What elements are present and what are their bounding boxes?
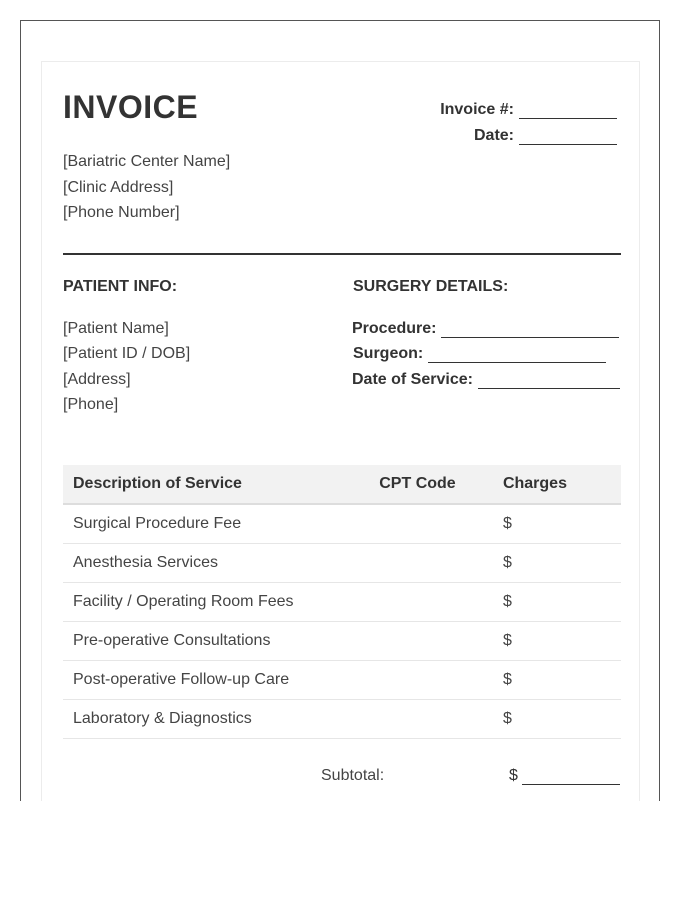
table-row [63, 504, 621, 544]
services-table [63, 465, 621, 739]
service-charge[interactable]: $ [493, 622, 621, 661]
surgery-details-heading: SURGERY DETAILS: [353, 278, 509, 295]
subtotal-label: Subtotal: [321, 767, 385, 784]
service-cpt-code[interactable] [369, 504, 493, 544]
patient-name: [Patient Name] [63, 320, 169, 337]
date-row [474, 127, 617, 145]
table-row [63, 700, 621, 739]
subtotal-field[interactable] [522, 768, 620, 785]
invoice-number-field[interactable] [519, 102, 617, 119]
surgeon-label: Surgeon: [353, 345, 424, 362]
service-cpt-code[interactable] [369, 700, 493, 739]
service-description: Surgical Procedure Fee [63, 504, 369, 544]
service-cpt-code[interactable] [369, 661, 493, 700]
date-label: Date: [473, 127, 514, 144]
surgeon-row [353, 345, 606, 363]
service-cpt-code[interactable] [369, 622, 493, 661]
header-divider [63, 253, 621, 255]
clinic-phone: [Phone Number] [63, 204, 180, 221]
service-cpt-code[interactable] [369, 544, 493, 583]
service-charge[interactable]: $ [493, 544, 621, 583]
procedure-field[interactable] [441, 321, 619, 338]
service-description: Facility / Operating Room Fees [63, 583, 369, 622]
patient-phone: [Phone] [63, 396, 119, 413]
column-header-charges: Charges [493, 465, 621, 504]
service-description: Laboratory & Diagnostics [63, 700, 369, 739]
service-cpt-code[interactable] [369, 583, 493, 622]
date-of-service-row [352, 371, 620, 389]
service-charge[interactable]: $ [493, 504, 621, 544]
invoice-number-label: Invoice #: [440, 101, 514, 118]
column-header-description: Description of Service [63, 465, 369, 504]
invoice-title: INVOICE [63, 89, 199, 125]
table-header-row [63, 465, 621, 504]
clinic-address: [Clinic Address] [63, 179, 174, 196]
date-of-service-field[interactable] [478, 372, 620, 389]
date-field[interactable] [519, 128, 617, 145]
patient-id-dob: [Patient ID / DOB] [63, 345, 191, 362]
service-charge[interactable]: $ [493, 661, 621, 700]
page-frame [20, 20, 660, 801]
invoice-number-row [440, 101, 617, 119]
table-row [63, 622, 621, 661]
subtotal-value [509, 767, 620, 785]
table-row [63, 583, 621, 622]
surgeon-field[interactable] [428, 346, 606, 363]
service-description: Post-operative Follow-up Care [63, 661, 369, 700]
service-charge[interactable]: $ [493, 583, 621, 622]
patient-info-heading: PATIENT INFO: [63, 278, 178, 295]
table-row [63, 661, 621, 700]
procedure-label: Procedure: [352, 320, 437, 337]
column-header-cpt-code: CPT Code [369, 465, 493, 504]
patient-address: [Address] [63, 371, 131, 388]
table-row [63, 544, 621, 583]
date-of-service-label: Date of Service: [352, 371, 473, 388]
clinic-name: [Bariatric Center Name] [63, 153, 231, 170]
subtotal-currency: $ [509, 767, 518, 784]
procedure-row [352, 320, 619, 338]
service-charge[interactable]: $ [493, 700, 621, 739]
service-description: Pre-operative Consultations [63, 622, 369, 661]
service-description: Anesthesia Services [63, 544, 369, 583]
